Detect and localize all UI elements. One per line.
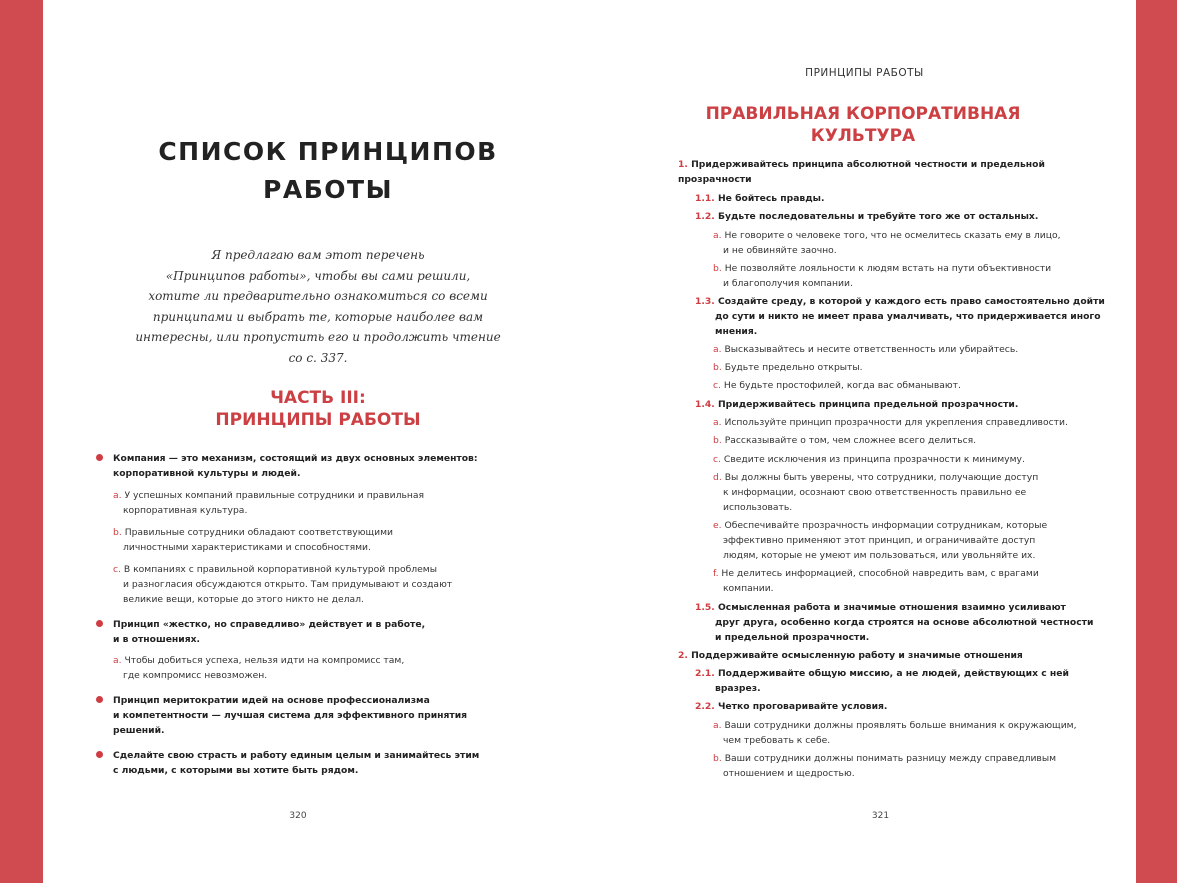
item-line: Сведите исключения из принципа прозрачности к минимуму. [723, 454, 1025, 465]
item-line: решений. [113, 725, 165, 736]
item-marker: a. [113, 655, 122, 666]
item-line: использовать. [723, 502, 793, 513]
sub-item [113, 653, 404, 683]
item-line: Не будьте простофилей, когда вас обманывают. [723, 380, 961, 391]
item-marker: 1. [678, 159, 688, 170]
intro-line: интересны, или пропустить его и продолжить чтение [135, 330, 501, 344]
item-marker: c. [713, 454, 721, 465]
page-number: 320 [289, 811, 307, 821]
item-line: Не позволяйте лояльности к людям встать на пути объективности [724, 263, 1052, 274]
section-title [683, 103, 1043, 147]
principle-item [695, 600, 1093, 645]
item-marker: a. [713, 344, 722, 355]
item-line: Не говорите о человеке того, что не осмелитесь сказать ему в лицо, [724, 230, 1061, 241]
title-line-2: РАБОТЫ [263, 175, 393, 204]
item-line: мнения. [715, 326, 758, 337]
principle-item [678, 157, 1045, 187]
part-heading [123, 387, 513, 431]
item-line: Поддерживайте осмысленную работу и значимые отношения [691, 650, 1023, 661]
item-line: Четко проговаривайте условия. [717, 701, 888, 712]
item-line: эффективно применяют этот принцип, и ограничивайте доступ [723, 535, 1036, 546]
item-line: и благополучия компании. [723, 278, 853, 289]
principle-item [113, 693, 467, 738]
principle-item [113, 617, 425, 647]
intro-line: Я предлагаю вам этот перечень [211, 248, 425, 262]
item-line: Осмысленная работа и значимые отношения взаимно усиливают [717, 602, 1066, 613]
item-marker: 1.4. [695, 399, 715, 410]
item-line: и разногласия обсуждаются открыто. Там придумывают и создают [123, 579, 453, 590]
sub-item [713, 360, 863, 375]
item-line: Рассказывайте о том, чем сложнее всего делиться. [724, 435, 977, 446]
item-line: прозрачности [678, 174, 752, 185]
item-line: с людьми, с которыми вы хотите быть рядом. [113, 765, 359, 776]
item-line: Принцип меритократии идей на основе профессионализма [113, 695, 430, 706]
sub-item [113, 488, 424, 518]
principle-item [113, 451, 478, 481]
principle-item [113, 748, 479, 778]
item-line: В компаниях с правильной корпоративной культурой проблемы [123, 564, 437, 575]
item-line: Правильные сотрудники обладают соответствующими [124, 527, 393, 538]
item-marker: a. [713, 720, 722, 731]
item-marker: b. [713, 263, 722, 274]
sub-item [713, 751, 1056, 781]
bullet-dot-icon [96, 751, 103, 758]
principle-item [678, 648, 1023, 663]
item-line: Придерживайтесь принципа абсолютной честности и предельной [691, 159, 1045, 170]
page-title [103, 133, 553, 209]
item-line: Ваши сотрудники должны проявлять больше внимания к окружающим, [724, 720, 1077, 731]
part-line-1: ЧАСТЬ III: [270, 388, 366, 408]
item-line: компании. [723, 583, 774, 594]
sub-item [713, 261, 1051, 291]
item-line: к информации, осознают свою ответственность правильно ее [723, 487, 1027, 498]
sub-item [113, 562, 452, 607]
sub-item [713, 415, 1068, 430]
item-marker: 2. [678, 650, 688, 661]
item-line: чем требовать к себе. [723, 735, 831, 746]
sub-item [713, 433, 976, 448]
item-marker: 2.1. [695, 668, 715, 679]
sub-item [713, 378, 961, 393]
item-line: до сути и никто не имеет права умалчивать, что придерживается иного [715, 311, 1101, 322]
sub-item [713, 718, 1077, 748]
sub-item [713, 452, 1025, 467]
item-line: и в отношениях. [113, 634, 201, 645]
sub-item [713, 566, 1039, 596]
item-line: Придерживайтесь принципа предельной прозрачности. [717, 399, 1019, 410]
item-line: друг друга, особенно когда строятся на основе абсолютной честности [715, 617, 1094, 628]
item-line: и компетентности — лучшая система для эффективного принятия [113, 710, 468, 721]
left-page [43, 0, 593, 883]
title-line-2: КУЛЬТУРА [810, 126, 916, 146]
item-marker: c. [713, 380, 721, 391]
item-marker: 1.2. [695, 211, 715, 222]
item-line: Компания — это механизм, состоящий из двух основных элементов: [113, 453, 478, 464]
item-line: Ваши сотрудники должны понимать разницу между справедливым [724, 753, 1057, 764]
item-line: Высказывайтесь и несите ответственность или убирайтесь. [724, 344, 1019, 355]
item-marker: d. [713, 472, 722, 483]
bullet-dot-icon [96, 454, 103, 461]
item-marker: b. [713, 362, 722, 373]
item-line: вразрез. [715, 683, 761, 694]
sub-item [713, 470, 1038, 515]
intro-line: хотите ли предварительно ознакомиться со всеми [148, 289, 488, 303]
principle-item [695, 397, 1018, 412]
item-line: Будьте предельно открыты. [724, 362, 863, 373]
item-line: У успешных компаний правильные сотрудники и правильная [124, 490, 425, 501]
title-line-1: ПРАВИЛЬНАЯ КОРПОРАТИВНАЯ [705, 104, 1021, 124]
item-line: Используйте принцип прозрачности для укрепления справедливости. [724, 417, 1068, 428]
right-page [593, 0, 1136, 883]
item-line: корпоративная культура. [123, 505, 248, 516]
item-marker: b. [713, 753, 722, 764]
sub-item [113, 525, 393, 555]
principle-item [695, 294, 1105, 339]
principle-item [695, 699, 887, 714]
item-marker: c. [113, 564, 121, 575]
sub-item [713, 518, 1047, 563]
title-line-1: СПИСОК ПРИНЦИПОВ [158, 137, 498, 166]
intro-line: со с. 337. [288, 350, 348, 365]
item-line: Не делитесь информацией, способной навредить вам, с врагами [721, 568, 1039, 579]
item-marker: f. [713, 568, 719, 579]
running-head: ПРИНЦИПЫ РАБОТЫ [805, 67, 924, 79]
intro-line: «Принципов работы», чтобы вы сами решили, [165, 268, 471, 283]
item-line: Поддерживайте общую миссию, а не людей, действующих с ней [717, 668, 1069, 679]
principle-item [695, 191, 824, 206]
item-line: Будьте последовательны и требуйте того же от остальных. [717, 211, 1039, 222]
item-line: где компромисс невозможен. [123, 670, 268, 681]
item-marker: b. [113, 527, 122, 538]
item-line: Вы должны быть уверены, что сотрудники, получающие доступ [724, 472, 1039, 483]
principle-item [695, 209, 1038, 224]
item-marker: a. [713, 230, 722, 241]
item-line: корпоративной культуры и людей. [113, 468, 301, 479]
page-number: 321 [871, 811, 890, 821]
item-marker: 1.1. [695, 193, 715, 204]
sub-item [713, 228, 1060, 258]
item-line: и предельной прозрачности. [715, 632, 870, 643]
item-marker: b. [713, 435, 722, 446]
item-line: и не обвиняйте заочно. [723, 245, 837, 256]
sub-item [713, 342, 1018, 357]
item-line: великие вещи, которые до этого никто не делал. [123, 594, 364, 605]
item-marker: a. [113, 490, 122, 501]
bullet-dot-icon [96, 696, 103, 703]
item-marker: a. [713, 417, 722, 428]
item-line: Принцип «жестко, но справедливо» действует и в работе, [113, 619, 426, 630]
item-line: отношением и щедростью. [723, 768, 855, 779]
item-marker: 1.3. [695, 296, 715, 307]
part-line-2: ПРИНЦИПЫ РАБОТЫ [215, 410, 421, 430]
item-line: людям, которые не умеют им пользоваться, или увольняйте их. [723, 550, 1036, 561]
item-line: Сделайте свою страсть и работу единым целым и занимайтесь этим [113, 750, 480, 761]
item-line: Создайте среду, в которой у каждого есть право самостоятельно дойти [717, 296, 1105, 307]
item-line: Не бойтесь правды. [717, 193, 825, 204]
item-line: личностными характеристиками и способностями. [123, 542, 371, 553]
item-marker: 1.5. [695, 602, 715, 613]
intro-line: принципами и выбрать те, которые наиболее вам [152, 309, 484, 324]
principle-item [695, 666, 1069, 696]
item-marker: e. [713, 520, 722, 531]
item-marker: 2.2. [695, 701, 715, 712]
bullet-dot-icon [96, 620, 103, 627]
item-line: Обеспечивайте прозрачность информации сотрудникам, которые [724, 520, 1048, 531]
intro-paragraph [123, 245, 513, 368]
item-line: Чтобы добиться успеха, нельзя идти на компромисс там, [124, 655, 405, 666]
